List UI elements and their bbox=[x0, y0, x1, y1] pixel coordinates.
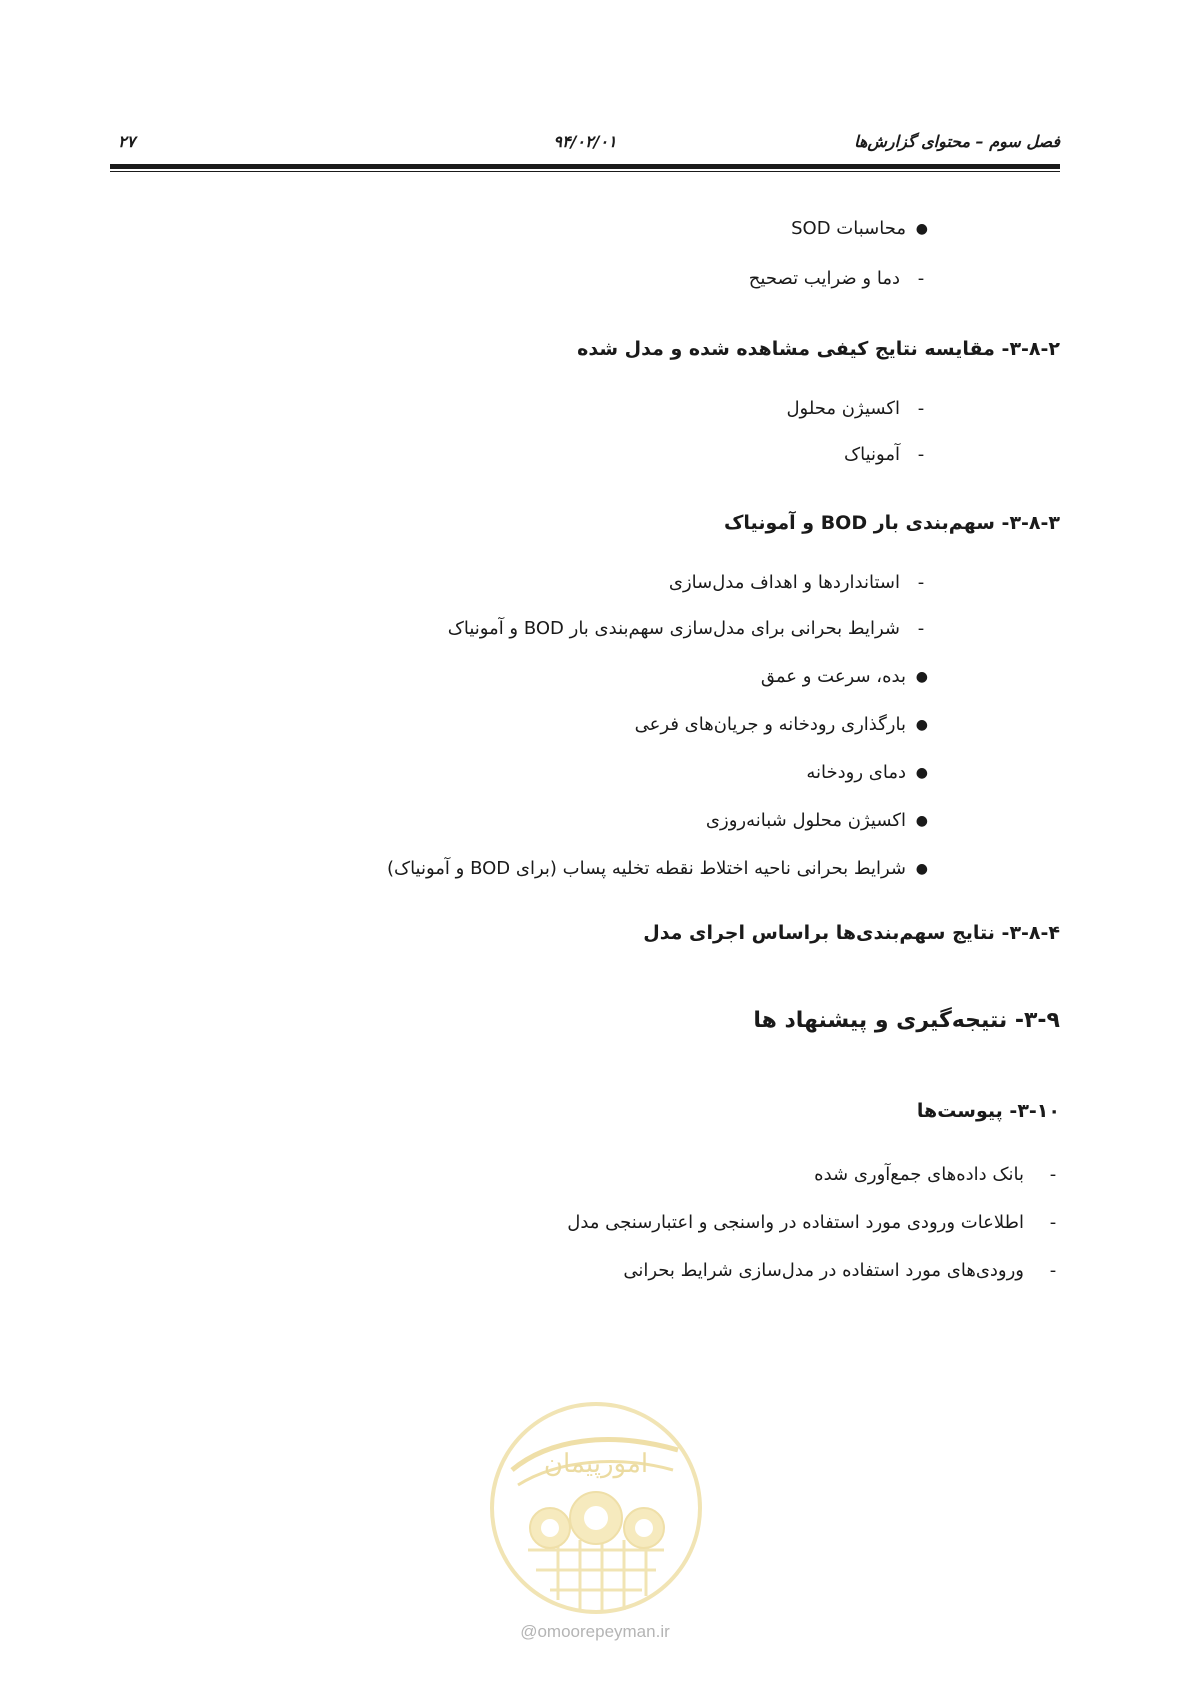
dash-icon: - bbox=[917, 618, 925, 639]
list-item bbox=[448, 618, 928, 639]
sod-dash-text: دما و ضرایب تصحیح bbox=[748, 268, 900, 289]
dash-icon: - bbox=[917, 444, 925, 465]
list-item-text: دمای رودخانه bbox=[806, 762, 906, 783]
heading-3-10: ۳-۱۰- پیوست‌ها bbox=[916, 1100, 1060, 1122]
sod-bullet-text: محاسبات SOD bbox=[791, 218, 906, 239]
list-item bbox=[844, 444, 928, 465]
watermark-logo bbox=[488, 1400, 704, 1616]
header-rule-thin bbox=[110, 171, 1060, 172]
heading-3-8-2: ۳-۸-۲- مقایسه نتایج کیفی مشاهده شده و مدل شده bbox=[577, 338, 1060, 360]
list-item bbox=[669, 572, 928, 593]
header-rule-thick bbox=[110, 164, 1060, 169]
dash-icon: - bbox=[917, 572, 925, 593]
watermark-logo-text: امورپیمان bbox=[543, 1449, 649, 1479]
dash-icon: - bbox=[1049, 1260, 1057, 1281]
dash-icon: - bbox=[1049, 1164, 1057, 1185]
list-item-text: اطلاعات ورودی مورد استفاده در واسنجی و اعتبارسنجی مدل bbox=[567, 1212, 1024, 1233]
list-item bbox=[567, 1212, 1060, 1233]
list-item bbox=[786, 398, 928, 419]
list-item bbox=[761, 666, 928, 687]
bullet-icon: ● bbox=[915, 812, 928, 829]
dash-icon: - bbox=[917, 398, 925, 419]
list-item bbox=[814, 1164, 1060, 1185]
list-item bbox=[749, 268, 928, 289]
list-item-text: آمونیاک bbox=[844, 444, 900, 465]
page-number: ۲۷ bbox=[118, 132, 136, 151]
header-date: ۹۴/۰۲/۰۱ bbox=[553, 132, 617, 151]
list-item bbox=[623, 1260, 1060, 1281]
heading-3-8-3: ۳-۸-۳- سهم‌بندی بار BOD و آمونیاک bbox=[723, 512, 1060, 534]
bullet-icon: ● bbox=[915, 716, 928, 733]
list-item-text: استانداردها و اهداف مدل‌سازی bbox=[668, 572, 900, 593]
bullet-icon: ● bbox=[915, 220, 928, 237]
bullet-icon: ● bbox=[915, 764, 928, 781]
bullet-icon: ● bbox=[915, 668, 928, 685]
list-item-text: ورودی‌های مورد استفاده در مدل‌سازی شرایط بحرانی bbox=[623, 1260, 1024, 1281]
list-item-text: بانک داده‌های جمع‌آوری شده bbox=[814, 1164, 1024, 1185]
list-item-text: بده، سرعت و عمق bbox=[760, 666, 906, 687]
list-item-text: اکسیژن محلول bbox=[786, 398, 900, 419]
page-header bbox=[110, 128, 1060, 158]
watermark-site: @omoorepeyman.ir bbox=[520, 1622, 670, 1641]
list-item-text: شرایط بحرانی ناحیه اختلاط نقطه تخلیه پساب (برای BOD و آمونیاک) bbox=[386, 858, 906, 879]
chapter-title: فصل سوم – محتوای گزارش‌ها bbox=[854, 132, 1060, 151]
list-item-text: بارگذاری رودخانه و جریان‌های فرعی bbox=[634, 714, 906, 735]
list-item bbox=[806, 762, 928, 783]
list-item bbox=[791, 218, 928, 239]
list-item-text: شرایط بحرانی برای مدل‌سازی سهم‌بندی بار BOD و آمونیاک bbox=[447, 618, 900, 639]
list-item bbox=[706, 810, 928, 831]
list-item bbox=[635, 714, 928, 735]
heading-3-8-4: ۳-۸-۴- نتایج سهم‌بندی‌ها براساس اجرای مدل bbox=[643, 922, 1060, 944]
list-item bbox=[387, 858, 928, 879]
dash-icon: - bbox=[917, 268, 925, 289]
bullet-icon: ● bbox=[915, 860, 928, 877]
list-item-text: اکسیژن محلول شبانه‌روزی bbox=[705, 810, 906, 831]
heading-3-9: ۳-۹- نتیجه‌گیری و پیشنهاد ها bbox=[753, 1008, 1060, 1033]
dash-icon: - bbox=[1049, 1212, 1057, 1233]
